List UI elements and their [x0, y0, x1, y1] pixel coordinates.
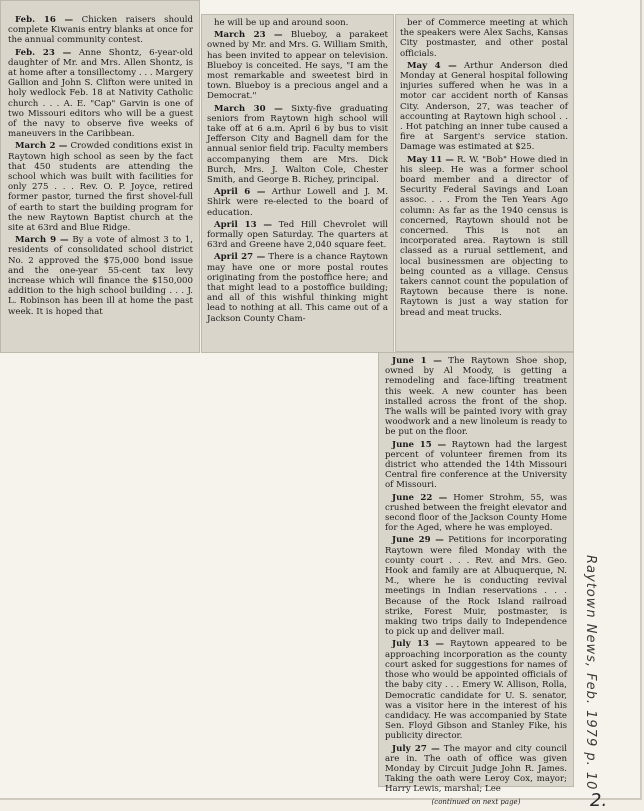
entry-text: Arthur Lowell and J. M. Shirk were re-elected to the board of education.: [207, 187, 389, 218]
entry-text: Blueboy, a parakeet owned by Mr. and Mrs. G. William Smith, has been invited to appear on television. Blueboy is conceited. He says, "I am the most remarkable and sweetest bird in town. Blueboy is a precious angel and a Democrat.": [207, 30, 388, 102]
news-entry: [207, 30, 388, 101]
news-entry: [8, 48, 193, 140]
clipping-column-4: [378, 352, 574, 806]
entry-date: May 4 —: [407, 60, 457, 71]
entry-text: ber of Commerce meeting at which the speakers were Alex Sachs, Kansas City postmaster, and other postal officials.: [400, 18, 568, 59]
entry-date: April 13 —: [214, 219, 272, 230]
news-entry: [385, 356, 567, 438]
news-entry: [385, 493, 567, 534]
news-entry: [207, 220, 388, 251]
entry-text: Raytown appeared to be approaching incorporation as the county court asked for suggestions for names of those who would be appointed officials of the baby city . . . Emery W. Allison, Rolla, Democratic candidate for U. S. senator, was a visitor here in the interest of his candidacy. He was accompanied by State Sen. Floyd Gibson and Stanley Fike, his publicity director.: [385, 639, 568, 742]
entry-text: he will be up and around soon.: [214, 18, 349, 28]
entry-date: June 1 —: [392, 356, 442, 366]
entry-date: April 27 —: [214, 252, 266, 263]
entry-text: The Raytown Shoe shop, owned by Al Moody, is getting a remodeling and face-lifting treatment this week. A new counter has been installed across the front of the shop. The walls will be painted ivory with gray woodwork and a new linoleum is ready to be put on the floor.: [385, 356, 567, 438]
news-entry: [207, 252, 388, 323]
news-entry: [207, 18, 388, 28]
news-entry: [385, 744, 567, 795]
entry-text: Arthur Anderson died Monday at General hospital following injuries suffered when he was in a motor car accident north of Kansas City. Anderson, 27, was teacher of accounting at Raytown high school . . . Hot patching an inner tube caused a fire at Sargent's service station. Damage was estimated at $25.: [400, 60, 568, 153]
entry-date: June 15 —: [392, 439, 447, 450]
entry-text: Raytown had the largest percent of volunteer firemen from its district who attended the 14th Missouri Central fire conference at the University of Missouri.: [385, 439, 567, 491]
entry-text: Ted Hill Chevrolet will formally open Saturday. The quarters at 63rd and Greene have 2,040 square feet.: [207, 219, 388, 251]
entry-date: March 23 —: [214, 30, 283, 41]
entry-text: The mayor and city council are in. The oath of office was given Monday by Circuit Judge John R. James. Taking the oath were Leroy Cox, mayor; Harry Lewis, marshal; Lee: [385, 743, 567, 795]
clipping-column-1: [0, 0, 200, 353]
handwritten-page-number: 2.: [590, 790, 608, 811]
entry-date: March 30 —: [214, 103, 283, 114]
entry-date: March 2 —: [15, 141, 68, 152]
entry-text: By a vote of almost 3 to 1, residents of consolidated school district No. 2 approved the $75,000 bond issue and the one-year 55-cent tax levy increase which will finance the $150,000 addition to the high school building . . . J. L. Robinson has been ill at home the past week. It is hoped that: [8, 235, 193, 317]
entry-date: April 6 —: [214, 187, 266, 198]
news-entry: [385, 440, 567, 491]
news-entry: [400, 18, 568, 59]
news-entry: [8, 15, 193, 46]
entry-date: Feb. 16 —: [15, 15, 74, 25]
entry-date: June 22 —: [392, 492, 448, 503]
news-entry: [207, 187, 388, 218]
entry-date: July 13 —: [392, 639, 444, 650]
entry-text: Homer Strohm, 55, was crushed between the freight elevator and second floor of the Jackson County Home for the Aged, where he was employed.: [385, 492, 567, 534]
entry-date: June 29 —: [392, 535, 444, 546]
entry-date: July 27 —: [392, 743, 440, 754]
entry-text: Chicken raisers should complete Kiwanis entry blanks at once for the annual community contest.: [8, 15, 194, 46]
clipping-column-3: [395, 14, 574, 352]
news-entry: [8, 141, 193, 233]
news-entry: [8, 235, 193, 317]
entry-date: Feb. 23 —: [15, 47, 72, 58]
entry-date: May 11 —: [407, 154, 455, 165]
clipping-column-2: [201, 14, 394, 353]
news-entry: [385, 639, 567, 741]
news-entry: [385, 535, 567, 637]
entry-text: Anne Shontz, 6-year-old daughter of Mr. and Mrs. Allen Shontz, is at home after a tonsillectomy . . . Margery Gallion and John S. Clifton were united in holy wedlock Feb. 18 at Nativity Catholic church . . . A. E. "Cap" Garvin is one of two Missouri editors who will be a guest of the navy to observe five weeks of maneuvers in the Caribbean.: [8, 47, 193, 140]
handwritten-source-note: Raytown News, Feb. 1979 p. 10: [583, 555, 598, 791]
entry-text: There is a chance Raytown may have one or more postal routes originating from the postoffice here; and that might lead to a postoffice building; and all of this wishful thinking might lead to nothing at all. This came out of a Jackson County Cham-: [207, 252, 388, 324]
entry-text: Crowded conditions exist in Raytown high school as seen by the fact that 450 students are attending the school which was built with facilities for only 275 . . . Rev. O. P. Joyce, retired former pastor, turned the first shovel-full of earth to start the building program for the new Raytown Baptist church at the site at 63rd and Blue Ridge.: [8, 141, 193, 234]
continued-note: (continued on next page): [431, 797, 521, 806]
news-entry: [400, 61, 568, 153]
entry-text: Petitions for incorporating Raytown were filed Monday with the county court . . . Rev. and Mrs. Geo. Hook and family are at Albuquerque, N. M., where he is conducting revival meetings in Indian reservations . . . Because of the Rock Island railroad strike, Forest Muir, postmaster, is making two trips daily to Independence to pick up and deliver mail.: [385, 535, 568, 638]
entry-text: Sixty-five graduating seniors from Raytown high school will take off at 6 a.m. April 6 by bus to visit Jefferson City and Bagnell dam for the annual senior field trip. Faculty members accompanying them are Mrs. Dick Burch, Mrs. J. Walton Cole, Chester Smith, and George B. Richey, principal.: [207, 103, 388, 186]
news-entry: [207, 104, 388, 186]
entry-date: March 9 —: [15, 235, 69, 246]
entry-text: R. W. "Bob" Howe died in his sleep. He was a former school board member and a director of Security Federal Savings and Loan assoc. . . . From the Ten Years Ago column: As far as the 1940 census is concerned, Raytown should not be concerned. This is not an incorporated area. Raytown is still classed as a rurual settlement, and local businessmen are objecting to being counted as a village. Census takers cannot count the population of Raytown because there is none. Raytown is just a way station for bread and meat trucks.: [400, 154, 568, 318]
news-entry: [400, 155, 568, 318]
